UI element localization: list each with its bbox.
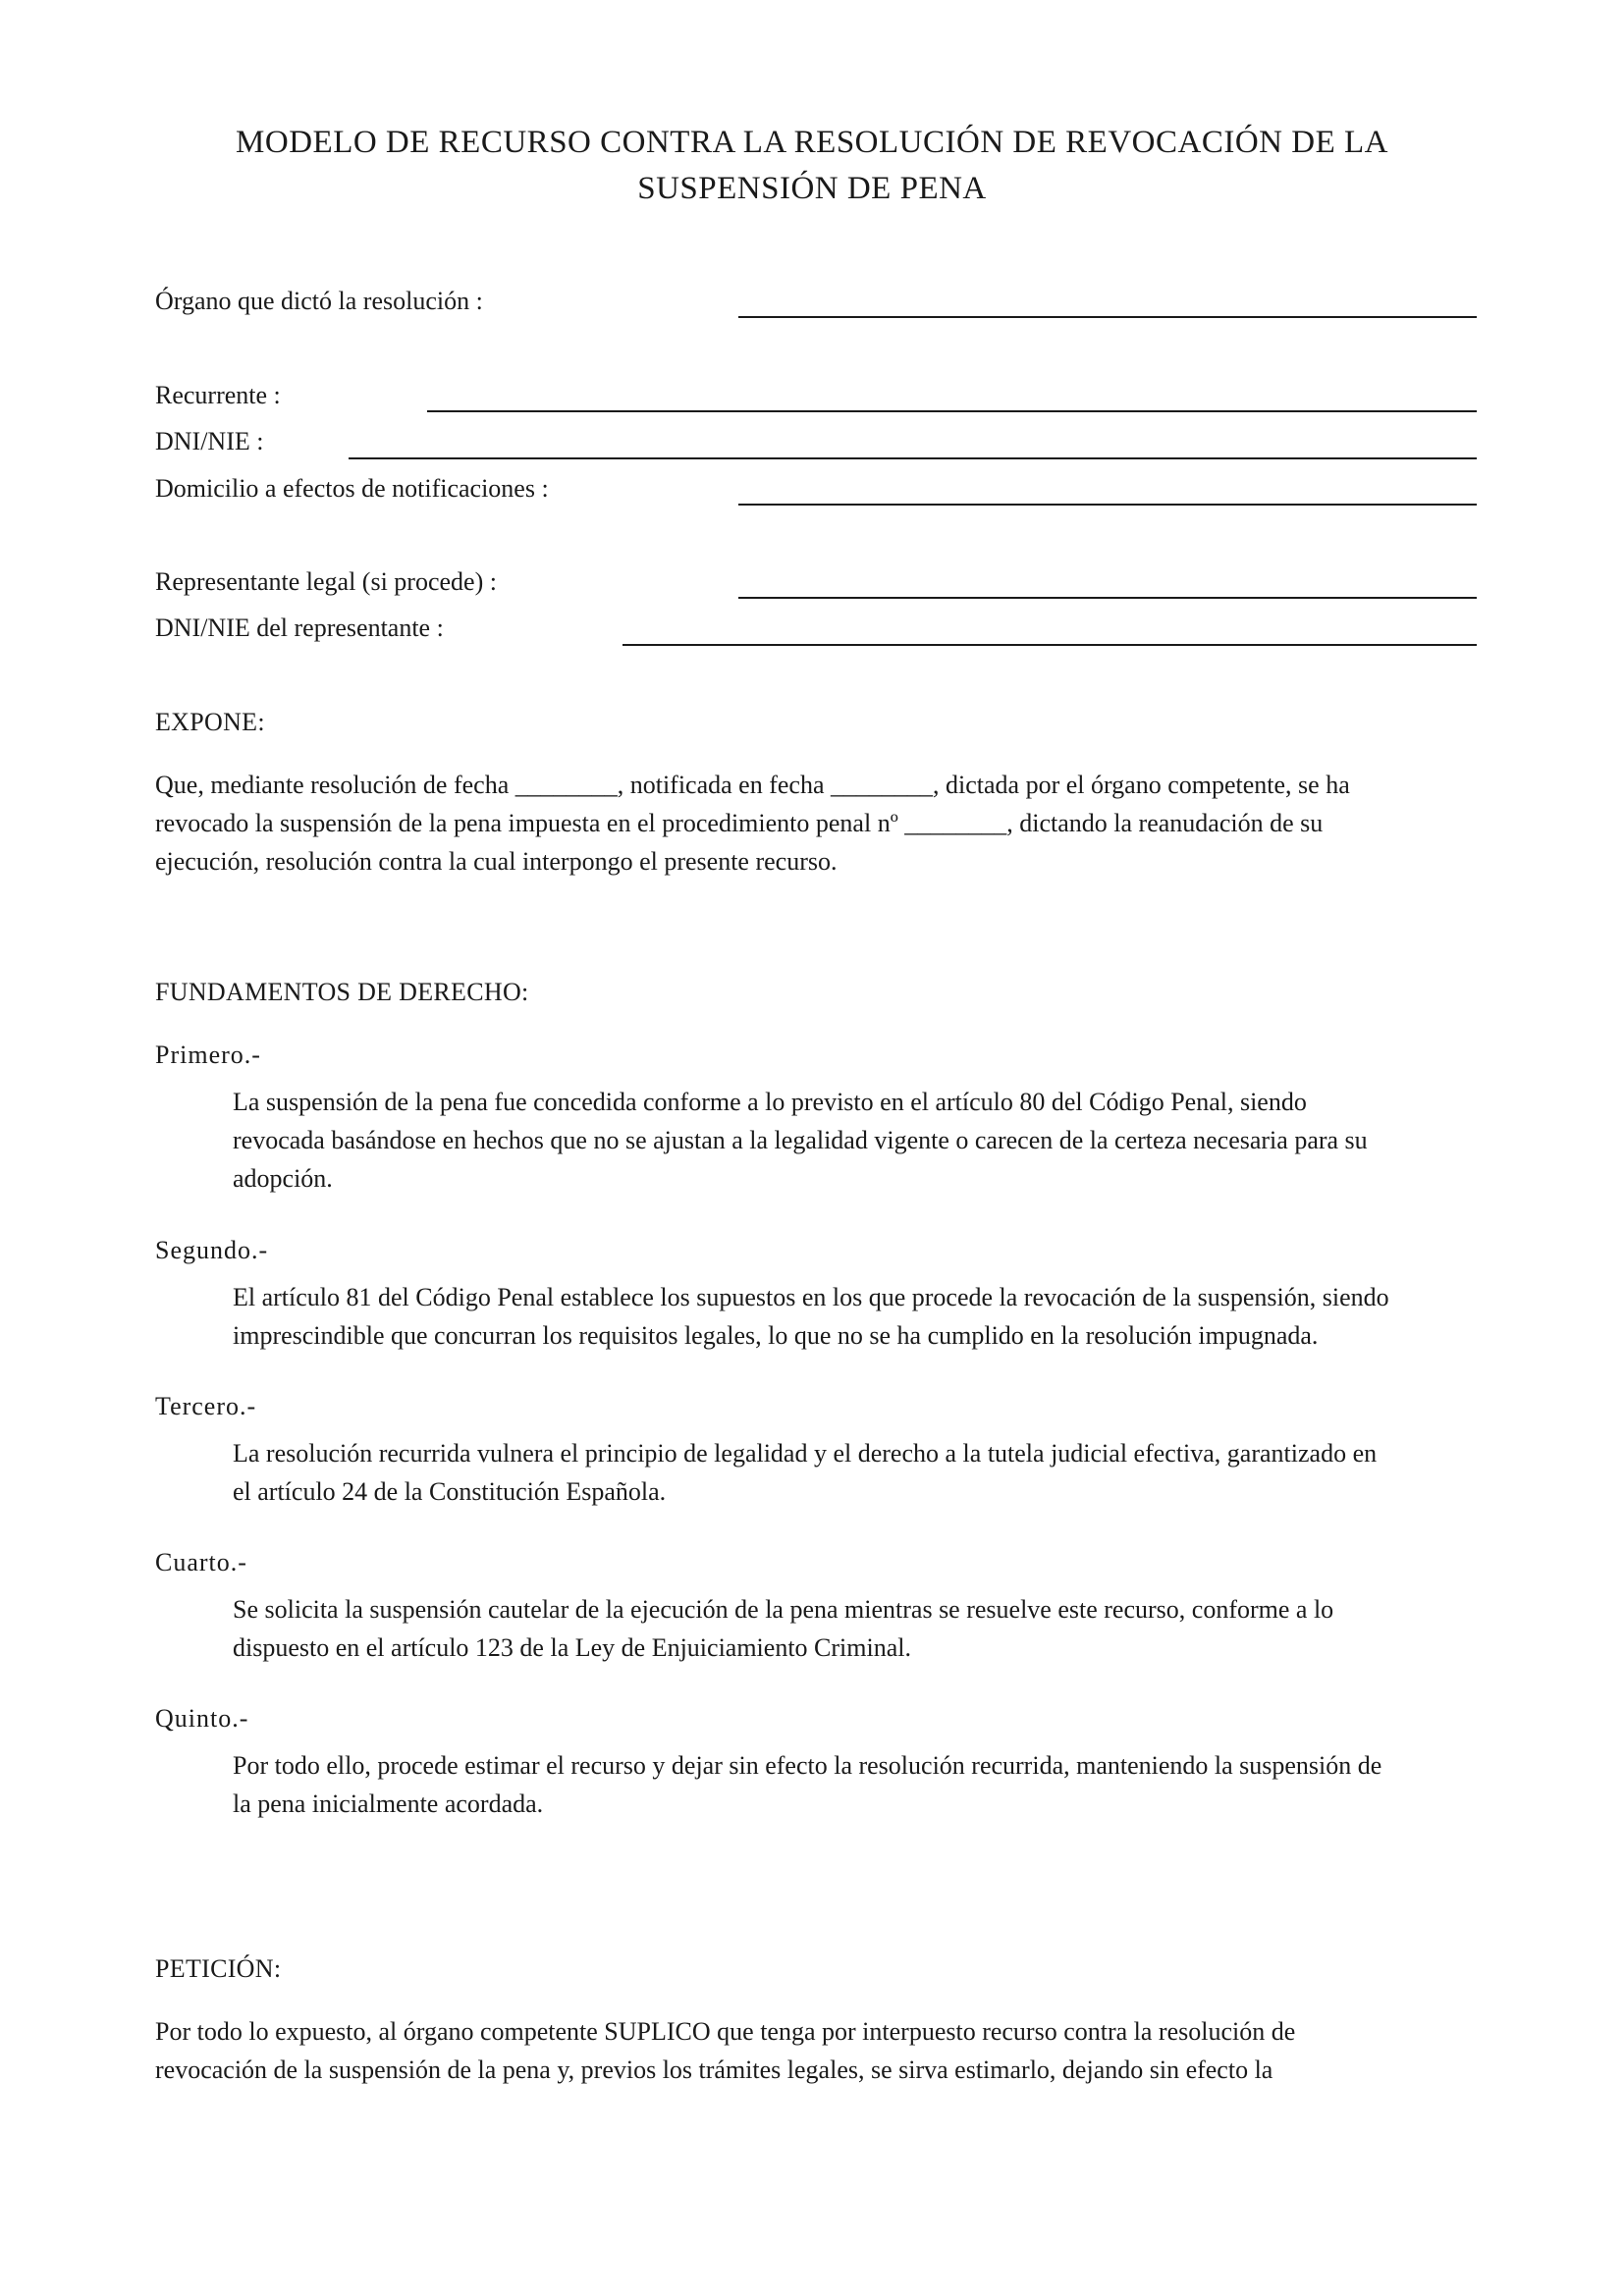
representante-field-line[interactable] [738, 597, 1477, 599]
fundamento-line: El artículo 81 del Código Penal establece los supuestos en los que procede la revocación de la suspensión, siendo [233, 1283, 1389, 1311]
fundamento-segundo-label: Segundo.- [155, 1236, 269, 1264]
fundamento-line: dispuesto en el artículo 123 de la Ley de Enjuiciamiento Criminal. [233, 1633, 911, 1662]
fundamento-line: La resolución recurrida vulnera el principio de legalidad y el derecho a la tutela judicial efectiva, garantizado en [233, 1439, 1378, 1468]
fundamento-line: revocada basándose en hechos que no se ajustan a la legalidad vigente o carecen de la certeza necesaria para su [233, 1126, 1368, 1154]
domicilio-label: Domicilio a efectos de notificaciones : [155, 474, 549, 503]
domicilio-field-line[interactable] [738, 504, 1477, 506]
peticion-heading: PETICIÓN: [155, 1954, 282, 1983]
fundamento-cuarto-text [233, 1590, 1478, 1667]
fundamento-line: Por todo ello, procede estimar el recurso y dejar sin efecto la resolución recurrida, manteniendo la suspensión de [233, 1751, 1382, 1780]
fundamento-primero-text [233, 1083, 1478, 1198]
peticion-paragraph [155, 2012, 1476, 2089]
expone-paragraph [155, 766, 1476, 881]
fundamento-line: La suspensión de la pena fue concedida conforme a lo previsto en el artículo 80 del Código Penal, siendo [233, 1088, 1307, 1116]
fundamento-line: la pena inicialmente acordada. [233, 1789, 544, 1818]
fundamento-line: adopción. [233, 1164, 333, 1193]
fundamento-cuarto-label: Cuarto.- [155, 1548, 247, 1576]
expone-heading: EXPONE: [155, 708, 265, 736]
fundamento-quinto-text [233, 1746, 1478, 1823]
fundamento-segundo-text [233, 1278, 1478, 1355]
fundamento-line: imprescindible que concurran los requisitos legales, lo que no se ha cumplido en la resolución impugnada. [233, 1321, 1319, 1350]
dni-label: DNI/NIE : [155, 427, 264, 455]
title-line-1: MODELO DE RECURSO CONTRA LA RESOLUCIÓN DE REVOCACIÓN DE LA [236, 125, 1388, 160]
expone-line-1: Que, mediante resolución de fecha ________, notificada en fecha ________, dictada por el órgano competente, se ha [155, 771, 1350, 799]
dni-representante-label: DNI/NIE del representante : [155, 614, 444, 642]
organo-label: Órgano que dictó la resolución : [155, 287, 483, 315]
fundamento-quinto-label: Quinto.- [155, 1704, 249, 1733]
expone-line-2: revocado la suspensión de la pena impuesta en el procedimiento penal nº ________, dictando la reanudación de su [155, 809, 1324, 837]
organo-field-line[interactable] [738, 316, 1477, 318]
document-title [157, 120, 1467, 212]
peticion-line-2: revocación de la suspensión de la pena y, previos los trámites legales, se sirva estimarlo, dejando sin efecto la [155, 2056, 1273, 2084]
recurrente-field-line[interactable] [427, 410, 1477, 412]
fundamento-primero-label: Primero.- [155, 1041, 261, 1069]
fundamento-tercero-text [233, 1434, 1478, 1511]
recurrente-label: Recurrente : [155, 381, 281, 409]
peticion-line-1: Por todo lo expuesto, al órgano competente SUPLICO que tenga por interpuesto recurso contra la resolución de [155, 2017, 1296, 2046]
dni-field-line[interactable] [349, 457, 1477, 459]
expone-line-3: ejecución, resolución contra la cual interpongo el presente recurso. [155, 847, 838, 876]
fundamentos-heading: FUNDAMENTOS DE DERECHO: [155, 978, 529, 1006]
title-line-2: SUSPENSIÓN DE PENA [637, 171, 987, 206]
fundamento-line: Se solicita la suspensión cautelar de la ejecución de la pena mientras se resuelve este recurso, conforme a lo [233, 1595, 1334, 1624]
dni-representante-field-line[interactable] [623, 644, 1477, 646]
fundamento-line: el artículo 24 de la Constitución Española. [233, 1477, 667, 1506]
fundamento-tercero-label: Tercero.- [155, 1392, 257, 1420]
representante-label: Representante legal (si procede) : [155, 567, 497, 596]
